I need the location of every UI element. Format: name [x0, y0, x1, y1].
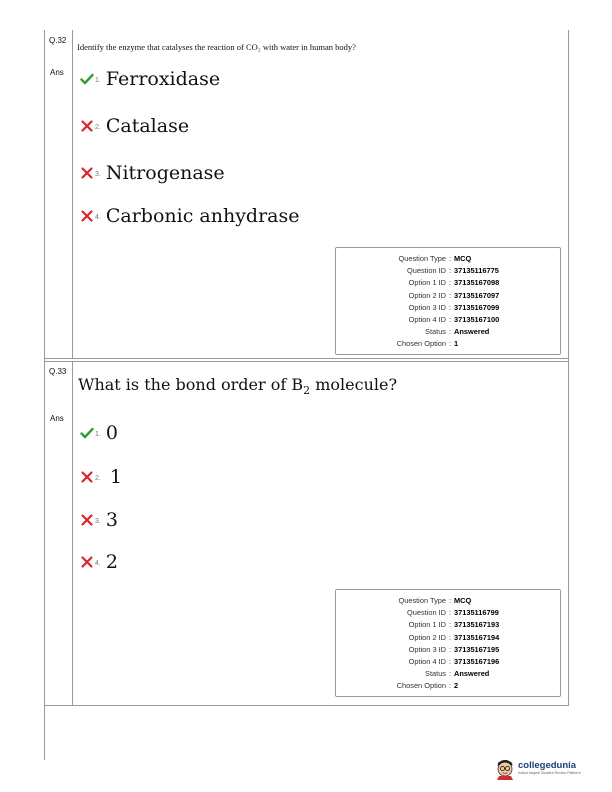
- q32-divider: [72, 30, 73, 358]
- option-1: [80, 422, 118, 444]
- collegedunia-logo: [494, 756, 581, 780]
- info-value: 37135167099: [454, 302, 500, 312]
- question-text: Identify the enzyme that catalyses the reaction of CO₂ with water in human body?: [77, 42, 356, 52]
- info-row: Status : Answered: [336, 668, 560, 680]
- info-row: Option 4 ID : 37135167100: [336, 314, 560, 326]
- info-value: MCQ: [454, 254, 472, 263]
- option-4: [80, 205, 300, 227]
- check-icon: [80, 72, 94, 86]
- info-row: Question ID : 37135116799: [336, 607, 560, 619]
- mascot-icon: [494, 756, 516, 780]
- info-value: 37135167193: [454, 620, 500, 630]
- logo-name: collegedunia: [518, 759, 577, 771]
- option-text: 1: [109, 466, 122, 488]
- info-value: 37135167194: [454, 632, 500, 642]
- option-3: [80, 162, 225, 184]
- info-value: MCQ: [454, 596, 472, 605]
- info-key: Chosen Option: [396, 681, 446, 691]
- option-text: Catalase: [105, 115, 190, 137]
- question-number: Q.33: [49, 367, 67, 376]
- info-value: 1: [454, 339, 459, 349]
- answer-label: Ans: [50, 414, 64, 423]
- question-info-box: [335, 589, 561, 697]
- info-row: Question Type : MCQ: [336, 595, 560, 607]
- option-number: 2.: [95, 474, 101, 482]
- option-number: 2.: [95, 123, 101, 131]
- info-row: Question ID : 37135116775: [336, 265, 560, 277]
- info-key: Option 1 ID: [408, 620, 446, 630]
- cross-icon: [80, 119, 94, 133]
- option-text: 2: [105, 551, 118, 573]
- info-key: Option 3 ID: [408, 302, 446, 312]
- info-row: Option 4 ID : 37135167196: [336, 656, 560, 668]
- bottom-border: [44, 705, 569, 706]
- question-text-main: What is the bond order of B: [78, 375, 304, 394]
- cross-icon: [80, 470, 94, 484]
- info-row: Option 2 ID : 37135167097: [336, 290, 560, 302]
- cross-icon: [80, 555, 94, 569]
- info-key: Option 1 ID: [408, 278, 446, 288]
- option-text: Ferroxidase: [105, 68, 221, 90]
- info-key: Option 4 ID: [408, 315, 446, 325]
- option-text: Carbonic anhydrase: [105, 205, 300, 227]
- info-value: 2: [454, 681, 459, 691]
- option-text: Nitrogenase: [105, 162, 225, 184]
- info-row: Chosen Option : 2: [336, 680, 560, 692]
- option-number: 3.: [95, 517, 101, 525]
- info-value: Answered: [454, 669, 490, 679]
- question-text-subscript: 2: [303, 384, 311, 398]
- info-value: 37135167100: [454, 315, 500, 325]
- info-key: Status: [425, 327, 446, 337]
- info-key: Option 2 ID: [408, 632, 446, 642]
- cross-icon: [80, 166, 94, 180]
- option-3: [80, 509, 118, 531]
- info-row: Option 1 ID : 37135167193: [336, 619, 560, 631]
- option-number: 4.: [95, 559, 101, 567]
- option-1: [80, 68, 220, 90]
- answer-label: Ans: [50, 68, 64, 77]
- info-key: Question Type: [398, 254, 446, 263]
- check-icon: [80, 426, 94, 440]
- info-value: 37135116775: [454, 266, 499, 276]
- option-text: 0: [105, 422, 118, 444]
- question-number: Q.32: [49, 36, 67, 45]
- info-key: Chosen Option: [396, 339, 446, 349]
- info-row: Option 3 ID : 37135167099: [336, 302, 560, 314]
- info-value: 37135167196: [454, 657, 500, 667]
- info-row: Option 1 ID : 37135167098: [336, 277, 560, 289]
- info-value: 37135167195: [454, 644, 500, 654]
- info-value: 37135167097: [454, 290, 500, 300]
- info-row: Option 3 ID : 37135167195: [336, 644, 560, 656]
- question-info-box: [335, 247, 561, 355]
- info-row: Question Type : MCQ: [336, 253, 560, 265]
- question-separator-bottom: [44, 361, 569, 362]
- question-separator-top: [44, 358, 569, 359]
- info-value: Answered: [454, 327, 490, 337]
- info-key: Status: [425, 669, 446, 679]
- option-number: 4.: [95, 213, 101, 221]
- option-number: 3.: [95, 170, 101, 178]
- info-row: Status : Answered: [336, 326, 560, 338]
- info-key: Option 3 ID: [408, 644, 446, 654]
- info-row: Chosen Option : 1: [336, 338, 560, 350]
- option-2: [80, 466, 122, 488]
- info-key: Option 2 ID: [408, 290, 446, 300]
- info-value: 37135116799: [454, 608, 499, 618]
- info-row: Option 2 ID : 37135167194: [336, 632, 560, 644]
- option-number: 1.: [95, 430, 101, 438]
- cross-icon: [80, 209, 94, 223]
- logo-tagline: India's largest Student Review Platform: [518, 770, 581, 775]
- info-value: 37135167098: [454, 278, 500, 288]
- info-key: Question Type: [398, 596, 446, 605]
- option-2: [80, 115, 189, 137]
- option-number: 1.: [95, 76, 101, 84]
- info-key: Option 4 ID: [408, 657, 446, 667]
- logo-text: [518, 761, 581, 776]
- info-key: Question ID: [406, 608, 446, 618]
- option-4: [80, 551, 118, 573]
- option-text: 3: [105, 509, 118, 531]
- left-border: [44, 30, 45, 760]
- cross-icon: [80, 513, 94, 527]
- info-key: Question ID: [406, 266, 446, 276]
- question-text-end: molecule?: [310, 375, 398, 394]
- right-border: [568, 30, 569, 706]
- question-text: [78, 375, 397, 397]
- q33-divider: [72, 361, 73, 706]
